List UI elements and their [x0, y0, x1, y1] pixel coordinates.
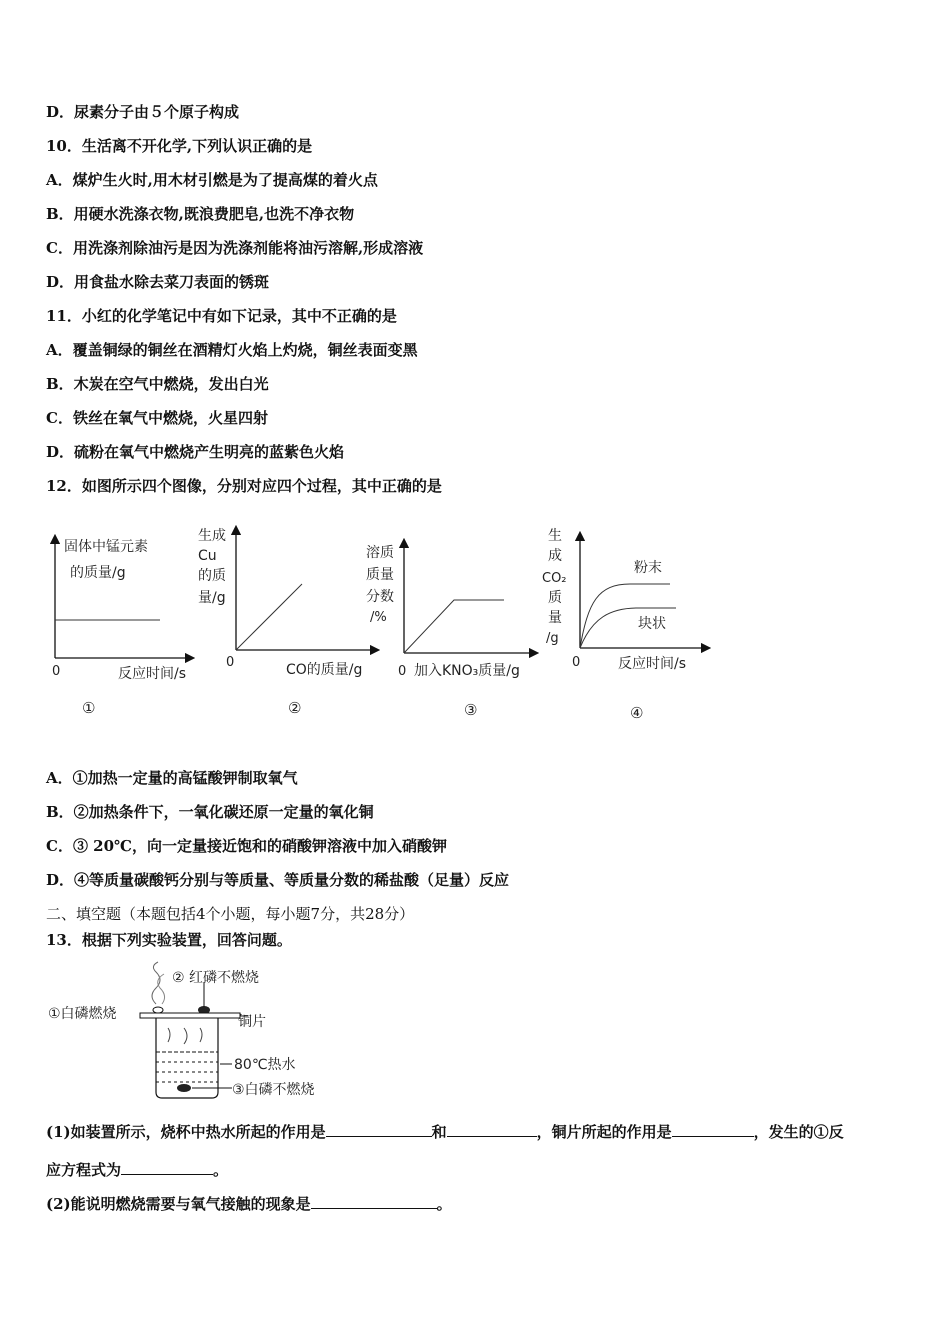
q12-option-d: D．④等质量碳酸钙分别与等质量、等质量分数的稀盐酸（足量）反应 — [46, 871, 510, 889]
apparatus-figure — [44, 960, 344, 1105]
graph-2-origin: 0 — [226, 655, 235, 670]
apparatus-label-1: ①白磷燃烧 — [48, 1006, 117, 1022]
q9-option-d: D．尿素分子由５个原子构成 — [46, 103, 240, 121]
graph-4-ylabel-6: /g — [546, 631, 559, 646]
q13-part1-text-e: 应方程式为 — [46, 1161, 122, 1179]
apparatus-label-copper: 铜片 — [238, 1014, 266, 1030]
graph-4-label-block: 块状 — [638, 616, 666, 632]
q13-part1-line1 — [46, 1122, 844, 1142]
graph-4 — [538, 522, 718, 727]
vapor-icon — [168, 1028, 202, 1044]
graph-2-xlabel: CO的质量/g — [286, 662, 363, 678]
graph-3-ylabel-2: 质量 — [366, 567, 394, 583]
q12-option-b: B．②加热条件下，一氧化碳还原一定量的氧化铜 — [46, 803, 374, 821]
graph-3-ylabel-1: 溶质 — [366, 545, 394, 561]
graph-4-label-powder: 粉末 — [634, 560, 662, 576]
q13-part2 — [46, 1194, 452, 1214]
q13-stem: 13．根据下列实验装置，回答问题。 — [46, 931, 292, 949]
answer-blank-4[interactable] — [121, 1160, 213, 1175]
graph-1-xlabel: 反应时间/s — [118, 666, 187, 682]
graph-2-number: ② — [288, 699, 302, 717]
q12-option-c: C．③ 20℃，向一定量接近饱和的硝酸钾溶液中加入硝酸钾 — [46, 837, 448, 855]
q10-option-b: B．用硬水洗涤衣物,既浪费肥皂,也洗不净衣物 — [46, 205, 355, 223]
section-heading: 二、填空题（本题包括4个小题，每小题7分，共28分） — [46, 905, 415, 923]
graph-2-ylabel-1: 生成 — [198, 528, 226, 544]
graph-2-ylabel-4: 量/g — [198, 590, 226, 606]
answer-blank-5[interactable] — [311, 1194, 437, 1209]
graph-1-origin: 0 — [52, 664, 61, 679]
graph-2 — [190, 520, 390, 720]
q13-part2-text-a: (2)能说明燃烧需要与氧气接触的现象是 — [46, 1195, 311, 1213]
q13-part1-text-a: (1)如装置所示，烧杯中热水所起的作用是 — [46, 1123, 326, 1141]
q13-part1-text-b: 和 — [431, 1123, 447, 1141]
answer-blank-3[interactable] — [672, 1122, 754, 1137]
q13-part1-text-d: ，发生的①反 — [753, 1123, 844, 1141]
white-phosphorus-water-icon — [177, 1084, 191, 1092]
graph-4-number: ④ — [630, 704, 644, 722]
q11-stem: 11．小红的化学笔记中有如下记录，其中不正确的是 — [46, 307, 397, 325]
graph-3-curve — [404, 600, 504, 653]
q11-option-d: D．硫粉在氧气中燃烧产生明亮的蓝紫色火焰 — [46, 443, 345, 461]
q12-stem: 12．如图所示四个图像，分别对应四个过程，其中正确的是 — [46, 477, 442, 495]
q10-option-c: C．用洗涤剂除油污是因为洗涤剂能将油污溶解,形成溶液 — [46, 239, 424, 257]
q12-option-a: A．①加热一定量的高锰酸钾制取氧气 — [46, 769, 298, 787]
q10-option-a: A．煤炉生火时,用木材引燃是为了提高煤的着火点 — [46, 171, 378, 189]
apparatus-label-water: 80℃热水 — [234, 1057, 296, 1073]
smoke-icon — [152, 962, 160, 1004]
q11-option-a: A．覆盖铜绿的铜丝在酒精灯火焰上灼烧，铜丝表面变黑 — [46, 341, 418, 359]
graph-4-ylabel-2: 成 — [548, 548, 562, 564]
q10-option-d: D．用食盐水除去菜刀表面的锈斑 — [46, 273, 270, 291]
graph-1-ylabel-2: 的质量/g — [70, 565, 126, 581]
graph-1 — [40, 525, 210, 720]
copper-sheet — [140, 1013, 240, 1018]
graph-4-xlabel: 反应时间/s — [618, 656, 687, 672]
graph-1-number: ① — [82, 699, 96, 717]
graph-3 — [362, 535, 547, 720]
q11-option-c: C．铁丝在氧气中燃烧，火星四射 — [46, 409, 268, 427]
q13-part1-line2 — [46, 1160, 228, 1180]
graph-3-ylabel-4: /% — [370, 610, 387, 625]
graph-4-ylabel-3: CO₂ — [542, 571, 567, 586]
graph-4-ylabel-1: 生 — [548, 528, 562, 544]
white-phosphorus-icon — [153, 1007, 163, 1013]
graph-3-origin: 0 — [398, 664, 407, 679]
q13-part1-text-f: 。 — [213, 1161, 229, 1179]
q13-part1-text-c: ，铜片所起的作用是 — [536, 1123, 672, 1141]
apparatus-label-2: ② 红磷不燃烧 — [172, 970, 260, 986]
graph-2-ylabel-3: 的质 — [198, 568, 226, 584]
graph-3-xlabel: 加入KNO₃质量/g — [414, 663, 520, 679]
graph-4-ylabel-5: 量 — [548, 610, 562, 626]
graph-3-number: ③ — [464, 701, 478, 719]
answer-blank-1[interactable] — [326, 1122, 432, 1137]
graph-3-ylabel-3: 分数 — [366, 589, 394, 605]
graph-4-ylabel-4: 质 — [548, 590, 562, 606]
apparatus-label-3: ③白磷不燃烧 — [232, 1082, 315, 1098]
graph-1-ylabel-1: 固体中锰元素 — [64, 539, 148, 555]
q13-part2-text-b: 。 — [436, 1195, 452, 1213]
graph-4-origin: 0 — [572, 655, 581, 670]
answer-blank-2[interactable] — [447, 1122, 537, 1137]
smoke-icon — [158, 974, 165, 1004]
q10-stem: 10．生活离不开化学,下列认识正确的是 — [46, 137, 313, 155]
graph-2-curve — [236, 584, 302, 650]
q11-option-b: B．木炭在空气中燃烧，发出白光 — [46, 375, 269, 393]
graph-2-ylabel-2: Cu — [198, 548, 217, 564]
